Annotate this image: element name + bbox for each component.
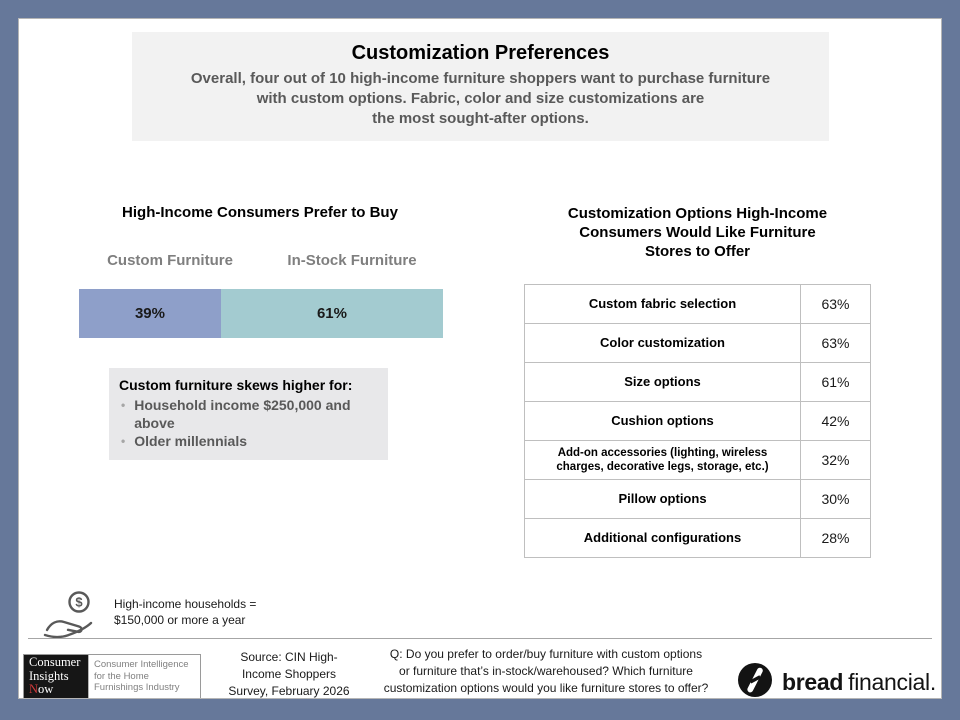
option-value: 32% bbox=[800, 441, 870, 479]
callout-bullet bbox=[119, 432, 378, 450]
option-label: Add-on accessories (lighting, wireless charges, decorative legs, storage, etc.) bbox=[556, 447, 769, 473]
table-row bbox=[525, 323, 870, 362]
table-title: Customization Options High-Income Consumers Would Like Furniture Stores to Offer bbox=[567, 205, 828, 260]
bullet-text: Household income $250,000 and above bbox=[134, 397, 351, 431]
bread-financial-logo bbox=[736, 661, 936, 699]
chart-legend bbox=[79, 252, 443, 269]
options-table bbox=[524, 284, 871, 558]
legend-custom-furniture: Custom Furniture bbox=[107, 252, 233, 269]
callout-box bbox=[109, 368, 388, 460]
chart-title: High-Income Consumers Prefer to Buy bbox=[122, 204, 398, 221]
option-label: Pillow options bbox=[618, 491, 707, 506]
callout-bullets bbox=[119, 396, 378, 450]
option-label: Cushion options bbox=[611, 413, 714, 428]
cin-word-consumer: Consumer bbox=[29, 655, 81, 670]
footer-divider bbox=[28, 638, 932, 639]
svg-text:$: $ bbox=[75, 594, 83, 610]
cin-word-now bbox=[29, 683, 83, 697]
page-title: Customization Preferences bbox=[351, 42, 610, 64]
cin-logo-wordmark bbox=[24, 655, 88, 698]
table-row bbox=[525, 440, 870, 479]
cin-word-insights: Insights bbox=[29, 668, 69, 683]
table-row bbox=[525, 285, 870, 323]
bar-segment: 39% bbox=[79, 289, 221, 338]
brand-bold-text: bread bbox=[782, 669, 844, 695]
option-value: 42% bbox=[800, 402, 870, 440]
option-label: Additional configurations bbox=[583, 530, 742, 545]
cin-tagline: Consumer Intelligence for the Home Furnishings Industry bbox=[88, 655, 200, 698]
page-subtitle: Overall, four out of 10 high-income furniture shoppers want to purchase furniture with custom options. Fabric, color and size customizations are the most sought-after options. bbox=[190, 70, 771, 127]
table-row bbox=[525, 479, 870, 518]
cin-logo bbox=[23, 654, 201, 699]
cin-now-initial: N bbox=[29, 682, 39, 697]
cin-now-rest: ow bbox=[38, 682, 54, 697]
survey-question-text: Q: Do you prefer to order/buy furniture with custom options or furniture that’s in-stock/warehoused? Which furniture customization options would you like furniture stores to offer? bbox=[383, 647, 709, 695]
legend-instock-furniture: In-Stock Furniture bbox=[287, 252, 417, 269]
option-label: Color customization bbox=[600, 335, 725, 350]
option-label: Size options bbox=[624, 374, 701, 389]
option-value: 63% bbox=[800, 285, 870, 323]
header-box bbox=[132, 32, 829, 141]
table-row bbox=[525, 401, 870, 440]
option-value: 63% bbox=[800, 324, 870, 362]
option-value: 61% bbox=[800, 363, 870, 401]
brand-light-text: financial. bbox=[848, 669, 936, 695]
table-row bbox=[525, 362, 870, 401]
table-row bbox=[525, 518, 870, 557]
hand-coin-icon bbox=[41, 590, 99, 645]
stacked-bar bbox=[79, 289, 443, 338]
slide-canvas bbox=[18, 18, 942, 699]
option-value: 30% bbox=[800, 480, 870, 518]
option-value: 28% bbox=[800, 519, 870, 557]
callout-bullet bbox=[119, 396, 378, 432]
callout-title: Custom furniture skews higher for: bbox=[119, 377, 353, 393]
bullet-text: Older millennials bbox=[134, 433, 248, 449]
source-text: Source: CIN High- Income Shoppers Survey, February 2026 bbox=[228, 650, 350, 698]
option-label: Custom fabric selection bbox=[588, 296, 737, 311]
bullet-icon: • bbox=[121, 398, 126, 412]
bread-financial-wordmark bbox=[782, 669, 936, 696]
note-text: High-income households = $150,000 or more a year bbox=[114, 597, 257, 627]
bar-segment: 61% bbox=[221, 289, 443, 338]
bread-financial-icon bbox=[736, 661, 774, 699]
bullet-icon: • bbox=[121, 434, 126, 448]
